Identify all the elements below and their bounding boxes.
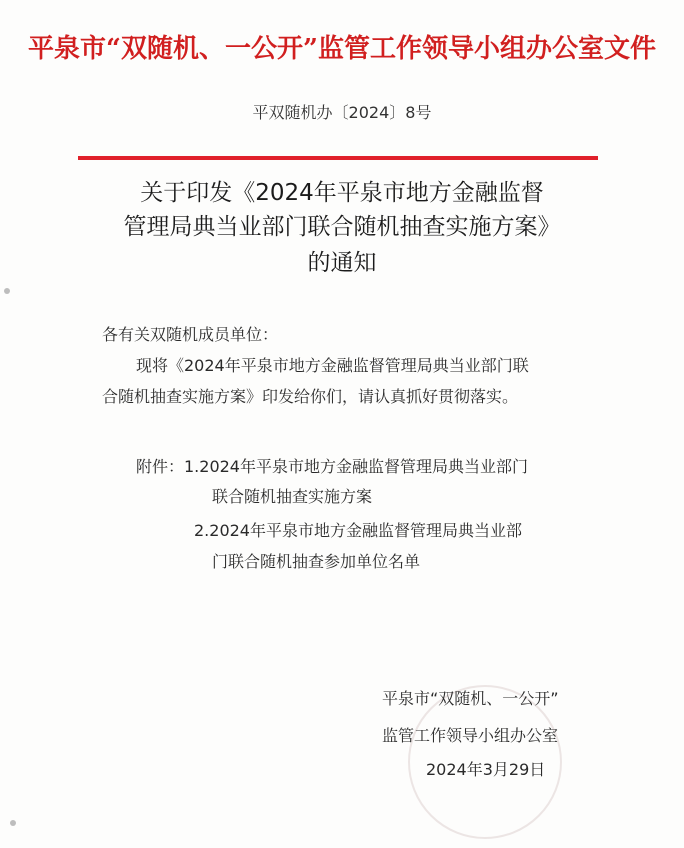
signature-date: 2024年3月29日 [426,760,546,779]
scan-edge-mark [10,820,16,826]
scan-edge-mark [4,288,10,294]
red-separator-line [78,156,598,160]
attachment-1-line-1: 附件：1.2024年平泉市地方金融监督管理局典当业部门 [136,457,528,476]
document-number: 平双随机办〔2024〕8号 [252,103,432,122]
attachment-2-line-2: 门联合随机抽查参加单位名单 [212,552,421,571]
notice-title-line-2: 管理局典当业部门联合随机抽查实施方案》 [123,214,561,240]
attachment-1-line-2: 联合随机抽查实施方案 [212,487,373,506]
issuer-header: 平泉市“双随机、一公开”监管工作领导小组办公室文件 [28,34,656,64]
attachment-2-line-1: 2.2024年平泉市地方金融监督管理局典当业部 [194,521,522,540]
signature-org-line-1: 平泉市“双随机、一公开” [382,689,559,708]
body-paragraph-line-1: 现将《2024年平泉市地方金融监督管理局典当业部门联 [136,356,529,375]
notice-title-line-3: 的通知 [307,250,377,276]
body-paragraph-line-2: 合随机抽查实施方案》印发给你们，请认真抓好贯彻落实。 [102,387,519,406]
salutation: 各有关双随机成员单位： [102,325,279,344]
signature-org-line-2: 监管工作领导小组办公室 [382,726,559,745]
notice-title-line-1: 关于印发《2024年平泉市地方金融监督 [140,180,544,206]
